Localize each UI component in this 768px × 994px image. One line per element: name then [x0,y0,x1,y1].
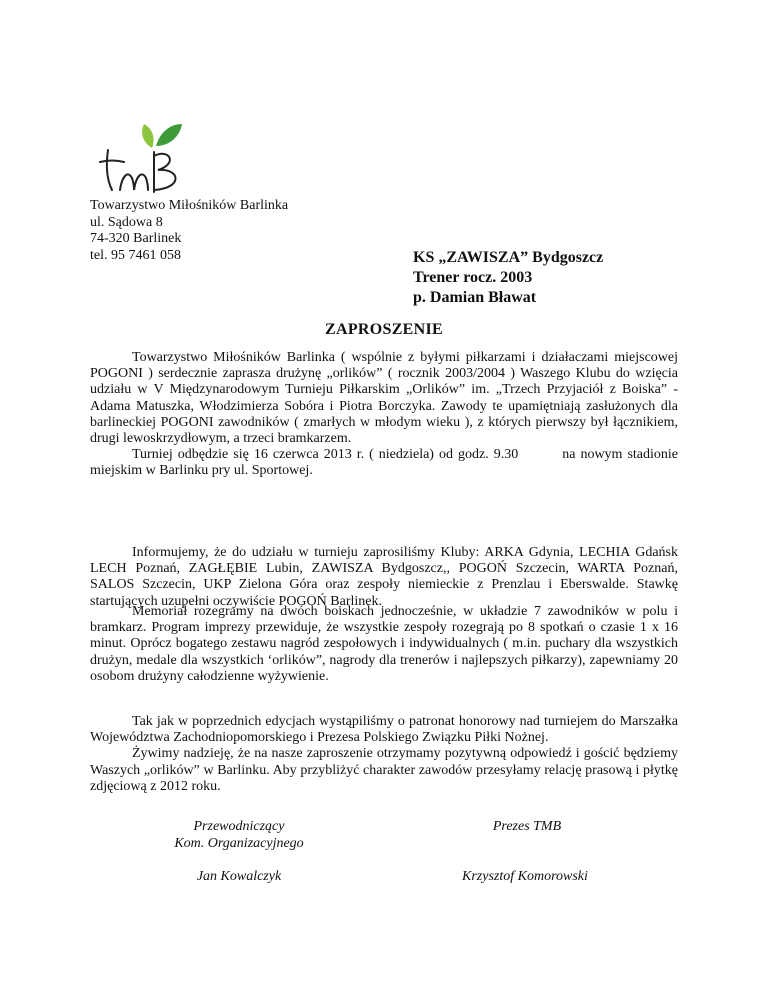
tmb-logo [98,112,208,196]
signature-right-name: Krzysztof Komorowski [462,869,588,884]
recipient-person: p. Damian Bławat [413,289,537,306]
recipient-address [413,248,603,308]
sender-street: ul. Sądowa 8 [90,214,163,230]
leaf-left-icon [142,124,154,148]
paragraph-hope: Żywimy nadzieję, że na nasze zaproszenie otrzymamy pozytywną odpowiedź i gościć będziemy Waszych „orlików” w Barlinku. Aby przybliżyć charakter zawodów przesyłamy relację prasową i płytkę zdjęciową z 2012 roku. [90,746,678,794]
paragraph-date [90,447,678,479]
sender-name: Towarzystwo Miłośników Barlinka [90,198,289,213]
sender-address [90,198,288,264]
leaf-right-icon [156,124,182,146]
logo-script-m [120,174,148,190]
paragraph-date-start: Turniej odbędzie się 16 czerwca 2013 r. ( niedziela) od godz. 9.30 [132,447,519,463]
sender-city: 74-320 Barlinek [90,231,182,246]
signature-left-name: Jan Kowalczyk [196,869,282,884]
signature-left-role [150,818,328,852]
sender-phone: tel. 95 7461 058 [90,247,181,263]
signature-left-role-line1: Przewodniczący [193,819,285,834]
paragraph-date-end: na nowym stadionie miejskim w Barlinku pry ul. Sportowej. [90,447,678,479]
paragraph-program: Memoriał rozegramy na dwóch boiskach jednocześnie, w układzie 7 zawodników w polu i bramkarz. Program imprezy przewiduje, że wszystkie zespoły rozegrają po 8 spotkań o czasie 1 x 16 minut. Oprócz bogatego zestawu nagród zespołowych i indywidualnych ( m.in. puchary dla wszystkich drużyn, medale dla wszystkich ‘orlików”, nagrody dla trenerów i najlepszych piłkarzy), zapewniamy 20 osobom drużyny całodzienne wyżywienie. [90,604,678,684]
recipient-club: KS „ZAWISZA” Bydgoszcz [413,249,604,266]
paragraph-clubs: Informujemy, że do udziału w turnieju zaprosiliśmy Kluby: ARKA Gdynia, LECHIA Gdańsk LECH Poznań, ZAGŁĘBIE Lubin, ZAWISZA Bydgoszcz,, POGOŃ Szczecin, WARTA Poznań, SALOS Szczecin, UKP Zielona Góra oraz zespoły niemieckie z Prenzlau i Eberswalde. Stawkę startujących uzupełni oczywiście POGOŃ Barlinek. [90,545,678,609]
paragraph-program-block [90,604,678,685]
recipient-team: Trener rocz. 2003 [413,269,533,286]
paragraph-intro [90,350,678,480]
paragraph-clubs-block [90,545,678,610]
signature-right-role: Prezes TMB [492,819,562,834]
paragraph-patronage: Tak jak w poprzednich edycjach wystąpiliśmy o patronat honorowy nad turniejem do Marszałka Województwa Zachodniopomorskiego i Prezesa Polskiego Związku Piłki Nożnej. [90,714,678,746]
paragraph-closing-block [90,714,678,795]
logo-script-b [154,152,176,192]
document-title: ZAPROSZENIE [325,321,443,338]
paragraph-invitation: Towarzystwo Miłośników Barlinka ( wspólnie z byłymi piłkarzami i działaczami miejscowej POGONI ) serdecznie zaprasza drużynę „orlików” ( rocznik 2003/2004 ) Waszego Klubu do wzięcia udziału w V Międzynarodowym Turnieju Piłkarskim „Orlików” im. „Trzech Przyjaciół z Boiska” - Adama Matuszka, Włodzimierza Sobóra i Piotra Borczyka. Zawody te upamiętniają zasłużonych dla barlineckiej POGONI zawodników ( zmarłych w młodym wieku ), z których pierwszy był łącznikiem, drugi lewoskrzydłowym, a trzeci bramkarzem. [90,350,678,447]
tmb-logo-graphic [98,112,208,196]
signature-left-role-line2: Kom. Organizacyjnego [174,836,304,851]
